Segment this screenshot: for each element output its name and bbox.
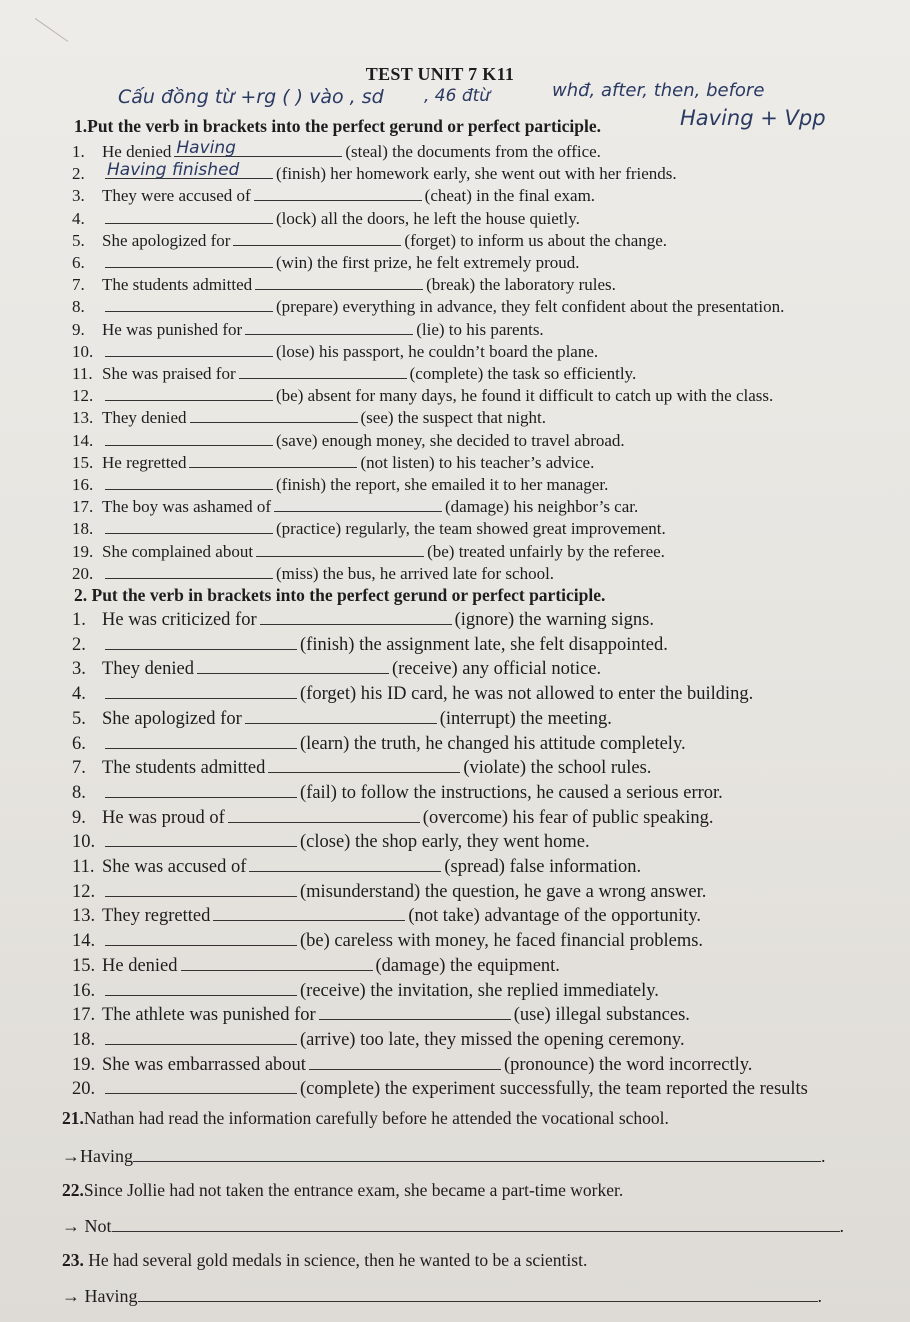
item-suffix: (misunderstand) the question, he gave a wrong answer. <box>300 881 707 902</box>
answer-blank[interactable] <box>105 1030 297 1045</box>
item-number: 11. <box>72 364 93 383</box>
item-prefix: The boy was ashamed of <box>102 497 272 517</box>
exercise-item <box>72 783 723 803</box>
answer-blank[interactable] <box>233 231 401 246</box>
answer-blank[interactable] <box>174 138 342 158</box>
question-text: Since Jollie had not taken the entrance exam, she became a part-time worker. <box>83 1180 624 1200</box>
answer-blank[interactable] <box>105 209 273 224</box>
item-number: 5. <box>72 708 86 729</box>
answer-blank[interactable] <box>319 1005 511 1020</box>
item-suffix: (violate) the school rules. <box>463 758 652 779</box>
item-number: 20. <box>72 1079 96 1100</box>
answer-end-punctuation: . <box>839 1216 844 1236</box>
item-prefix: She apologized for <box>102 708 242 729</box>
exercise-item <box>72 635 668 655</box>
item-prefix: The students admitted <box>102 275 253 295</box>
item-prefix: He was proud of <box>102 807 225 828</box>
item-prefix: He was punished for <box>102 319 243 339</box>
item-prefix: They denied <box>102 659 194 680</box>
item-number: 20. <box>72 563 94 583</box>
item-suffix: (pronounce) the word incorrectly. <box>503 1054 753 1075</box>
rewrite-question <box>62 1108 669 1129</box>
item-prefix: She was accused of <box>102 857 247 877</box>
exercise-item <box>72 453 594 473</box>
rewrite-answer-blank[interactable] <box>133 1147 821 1162</box>
item-suffix: (complete) the experiment successfully, the team reported the results <box>300 1079 808 1100</box>
item-number: 1. <box>72 142 85 161</box>
answer-blank[interactable] <box>105 832 297 847</box>
exercise-item <box>72 519 666 539</box>
item-suffix: (receive) the invitation, she replied immediately. <box>300 980 659 1001</box>
exercise-item <box>72 1005 690 1025</box>
exercise-item <box>72 431 625 451</box>
answer-blank[interactable] <box>105 160 273 181</box>
answer-blank[interactable] <box>105 783 297 798</box>
exercise-item <box>72 297 784 317</box>
item-suffix: (prepare) everything in advance, they felt confident about the presentation. <box>276 297 785 317</box>
item-number: 17. <box>72 497 94 517</box>
answer-blank[interactable] <box>228 808 420 823</box>
worksheet-title: TEST UNIT 7 K11 <box>365 64 515 84</box>
rewrite-answer-blank[interactable] <box>138 1287 818 1302</box>
handwritten-heading-note: Having + Vpp <box>680 106 826 130</box>
item-suffix: (be) careless with money, he faced financial problems. <box>300 931 704 952</box>
exercise-item <box>72 1055 752 1075</box>
item-prefix: She was embarrassed about <box>102 1054 306 1075</box>
answer-blank[interactable] <box>105 386 273 401</box>
exercise-item <box>72 275 616 295</box>
item-number: 14. <box>72 430 94 450</box>
answer-prompt: →Having <box>62 1146 133 1166</box>
section1-heading: 1.Put the verb in brackets into the perfect gerund or perfect participle. <box>74 116 601 136</box>
exercise-item <box>72 832 590 852</box>
exercise-item <box>72 659 601 679</box>
exercise-item <box>72 497 638 517</box>
item-number: 12. <box>72 386 94 406</box>
item-prefix: They were accused of <box>102 186 251 206</box>
item-number: 7. <box>72 275 85 295</box>
item-suffix: (complete) the task so efficiently. <box>409 364 637 383</box>
item-number: 18. <box>72 1029 96 1050</box>
exercise-item <box>72 1079 808 1099</box>
item-number: 11. <box>72 857 95 877</box>
handwritten-answer: Having finished <box>107 160 240 181</box>
item-number: 8. <box>72 782 86 803</box>
item-number: 15. <box>72 452 94 472</box>
item-number: 3. <box>72 186 85 206</box>
answer-blank[interactable] <box>105 734 297 749</box>
answer-blank[interactable] <box>181 956 373 971</box>
item-prefix: They denied <box>102 408 187 428</box>
exercise-item <box>72 684 753 704</box>
answer-blank[interactable] <box>105 253 273 268</box>
answer-prompt: → Not <box>62 1216 112 1236</box>
answer-blank[interactable] <box>105 297 273 312</box>
rewrite-answer-line <box>62 1286 822 1307</box>
answer-blank[interactable] <box>249 857 441 872</box>
item-number: 3. <box>72 659 86 680</box>
question-number: 21. <box>62 1108 84 1128</box>
item-number: 15. <box>72 955 96 976</box>
question-number: 23. <box>62 1250 84 1270</box>
item-suffix: (fail) to follow the instructions, he caused a serious error. <box>300 782 723 803</box>
item-suffix: (lie) to his parents. <box>416 319 544 339</box>
exercise-item <box>72 981 659 1001</box>
item-suffix: (lose) his passport, he couldn’t board the plane. <box>276 341 599 361</box>
item-number: 13. <box>72 906 96 927</box>
item-suffix: (miss) the bus, he arrived late for school. <box>276 563 555 583</box>
item-suffix: (finish) her homework early, she went out with her friends. <box>276 164 677 184</box>
item-number: 17. <box>72 1005 96 1026</box>
item-number: 12. <box>72 881 96 902</box>
handwritten-note-middle: , 46 đtừ <box>424 86 491 106</box>
exercise-item <box>72 709 612 729</box>
exercise-item <box>72 1030 685 1050</box>
answer-blank[interactable] <box>309 1055 501 1070</box>
answer-blank[interactable] <box>256 542 424 557</box>
rewrite-question <box>62 1180 623 1201</box>
item-number: 4. <box>72 208 85 228</box>
item-suffix: (practice) regularly, the team showed great improvement. <box>276 519 666 539</box>
item-number: 8. <box>72 297 85 317</box>
item-suffix: (close) the shop early, they went home. <box>300 832 590 853</box>
question-number: 22. <box>62 1180 84 1200</box>
item-number: 16. <box>72 980 96 1001</box>
item-number: 9. <box>72 807 86 828</box>
item-number: 5. <box>72 230 85 250</box>
item-prefix: He regretted <box>102 452 187 472</box>
paper-fold <box>35 0 81 42</box>
answer-blank[interactable] <box>190 408 358 423</box>
item-suffix: (see) the suspect that night. <box>360 408 547 428</box>
item-number: 18. <box>72 519 94 539</box>
rewrite-answer-line <box>62 1146 826 1167</box>
section2-heading: 2. Put the verb in brackets into the perfect gerund or perfect participle. <box>74 585 606 605</box>
exercise-item <box>72 808 714 828</box>
item-prefix: The students admitted <box>102 758 266 779</box>
rewrite-question <box>62 1250 587 1271</box>
item-suffix: (damage) his neighbor’s car. <box>445 497 639 517</box>
item-number: 6. <box>72 733 86 754</box>
answer-blank[interactable] <box>245 709 437 724</box>
item-number: 19. <box>72 541 94 561</box>
item-prefix: He denied <box>102 955 178 976</box>
answer-blank[interactable] <box>239 364 407 379</box>
exercise-item <box>72 186 595 206</box>
item-prefix: She was praised for <box>102 364 236 383</box>
item-suffix: (overcome) his fear of public speaking. <box>422 807 714 828</box>
exercise-item <box>72 542 665 562</box>
item-suffix: (finish) the report, she emailed it to her manager. <box>276 475 609 494</box>
exercise-item <box>72 386 773 406</box>
item-prefix: He denied <box>102 142 172 161</box>
item-number: 19. <box>72 1054 96 1075</box>
item-suffix: (steal) the documents from the office. <box>345 142 601 161</box>
item-number: 9. <box>72 319 85 339</box>
item-suffix: (finish) the assignment late, she felt disappointed. <box>300 634 668 655</box>
exercise-item <box>72 610 654 630</box>
handwritten-note-right: whđ, after, then, before <box>552 80 765 101</box>
answer-blank[interactable] <box>197 659 389 674</box>
item-number: 2. <box>72 164 85 184</box>
answer-blank[interactable] <box>105 475 273 490</box>
answer-blank[interactable] <box>105 931 297 946</box>
answer-blank[interactable] <box>213 906 405 921</box>
handwritten-answer: Having <box>176 138 236 158</box>
item-suffix: (save) enough money, she decided to travel abroad. <box>276 430 625 450</box>
item-suffix: (cheat) in the final exam. <box>424 186 596 206</box>
answer-end-punctuation: . <box>821 1146 826 1166</box>
answer-blank[interactable] <box>105 342 273 357</box>
rewrite-answer-line <box>62 1216 844 1237</box>
exercise-item <box>72 475 608 495</box>
answer-blank[interactable] <box>255 275 423 290</box>
exercise-item <box>72 342 598 362</box>
item-number: 13. <box>72 408 94 428</box>
item-number: 7. <box>72 758 86 779</box>
item-suffix: (not listen) to his teacher’s advice. <box>360 452 595 472</box>
answer-blank[interactable] <box>189 453 357 468</box>
answer-blank[interactable] <box>105 431 273 446</box>
item-suffix: (win) the first prize, he felt extremely proud. <box>276 253 580 272</box>
item-suffix: (receive) any official notice. <box>391 659 602 680</box>
item-suffix: (damage) the equipment. <box>375 955 560 976</box>
item-suffix: (ignore) the warning signs. <box>454 610 654 630</box>
answer-blank[interactable] <box>260 610 452 625</box>
answer-end-punctuation: . <box>817 1286 822 1306</box>
exercise-item <box>72 209 580 229</box>
exercise-item <box>72 408 546 428</box>
item-prefix: They regretted <box>102 906 211 927</box>
item-suffix: (not take) advantage of the opportunity. <box>408 906 702 927</box>
exercise-item <box>72 564 554 584</box>
exercise-item <box>72 160 677 184</box>
answer-blank[interactable] <box>105 882 297 897</box>
exercise-item <box>72 931 703 951</box>
question-text: He had several gold medals in science, then he wanted to be a scientist. <box>83 1250 588 1270</box>
exercise-item <box>72 253 580 273</box>
item-prefix: The athlete was punished for <box>102 1005 316 1026</box>
item-number: 14. <box>72 931 96 952</box>
item-suffix: (use) illegal substances. <box>513 1005 690 1026</box>
answer-blank[interactable] <box>105 1079 297 1094</box>
answer-blank[interactable] <box>245 320 413 335</box>
answer-blank[interactable] <box>105 564 273 579</box>
item-number: 1. <box>72 610 86 630</box>
item-prefix: She apologized for <box>102 230 231 250</box>
item-suffix: (arrive) too late, they missed the opening ceremony. <box>300 1029 685 1050</box>
item-number: 10. <box>72 341 94 361</box>
item-prefix: He was criticized for <box>102 610 257 630</box>
item-number: 6. <box>72 253 85 272</box>
item-suffix: (interrupt) the meeting. <box>439 708 612 729</box>
item-number: 4. <box>72 684 86 705</box>
rewrite-answer-blank[interactable] <box>112 1217 840 1232</box>
exercise-item <box>72 734 686 754</box>
item-number: 2. <box>72 634 86 655</box>
item-number: 16. <box>72 475 94 494</box>
item-suffix: (break) the laboratory rules. <box>426 275 616 295</box>
exercise-item <box>72 882 706 902</box>
exercise-item <box>72 231 667 251</box>
item-suffix: (forget) his ID card, he was not allowed to enter the building. <box>300 684 754 705</box>
item-suffix: (be) absent for many days, he found it difficult to catch up with the class. <box>276 386 774 406</box>
answer-blank[interactable] <box>105 981 297 996</box>
item-suffix: (lock) all the doors, he left the house quietly. <box>276 208 580 228</box>
question-text: Nathan had read the information carefully before he attended the vocational school. <box>83 1108 669 1128</box>
exercise-item <box>72 956 560 976</box>
item-prefix: She complained about <box>102 541 254 561</box>
exercise-item <box>72 906 701 926</box>
answer-blank[interactable] <box>254 186 422 201</box>
exercise-item <box>72 364 636 384</box>
answer-blank[interactable] <box>268 758 460 773</box>
handwritten-note-left: Cấu đồng từ +rg ( ) vào , sd <box>118 86 384 108</box>
item-suffix: (spread) false information. <box>444 857 642 877</box>
answer-blank[interactable] <box>105 684 297 699</box>
answer-blank[interactable] <box>105 635 297 650</box>
exercise-item <box>72 138 601 162</box>
exercise-item <box>72 758 651 778</box>
item-suffix: (forget) to inform us about the change. <box>404 230 668 250</box>
answer-prompt: → Having <box>62 1286 138 1306</box>
item-suffix: (be) treated unfairly by the referee. <box>427 541 665 561</box>
answer-blank[interactable] <box>105 519 273 534</box>
exercise-item <box>72 320 544 340</box>
exercise-item <box>72 857 641 877</box>
item-suffix: (learn) the truth, he changed his attitude completely. <box>300 733 686 754</box>
item-number: 10. <box>72 832 96 853</box>
answer-blank[interactable] <box>274 497 442 512</box>
